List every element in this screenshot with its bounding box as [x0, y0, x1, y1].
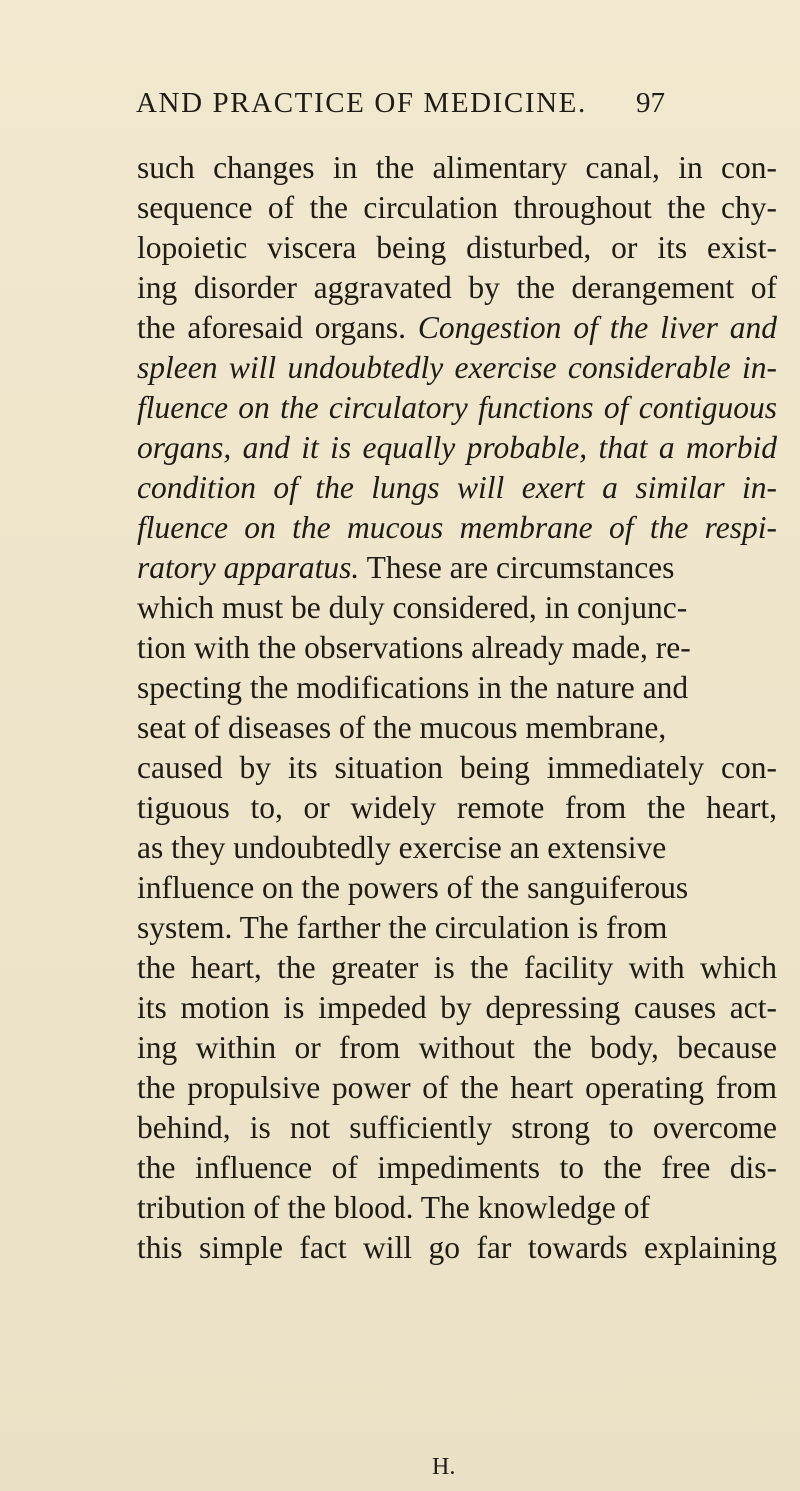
text-line	[137, 988, 777, 1028]
text-segment: this simple fact will go far towards explaining	[137, 1230, 777, 1265]
text-line	[137, 508, 777, 548]
text-line	[137, 828, 777, 868]
text-segment: These are circumstances	[359, 550, 675, 585]
text-segment: ing within or from without the body, because	[137, 1030, 777, 1065]
text-segment: tion with the observations already made, re-	[137, 630, 691, 665]
text-line	[137, 268, 777, 308]
text-line	[137, 468, 777, 508]
text-segment: the heart, the greater is the facility with which	[137, 950, 777, 985]
text-segment: seat of diseases of the mucous membrane,	[137, 710, 667, 745]
text-line	[137, 308, 777, 348]
text-line	[137, 708, 777, 748]
text-segment: which must be duly considered, in conjunc-	[137, 590, 688, 625]
text-line	[137, 1108, 777, 1148]
body-text	[137, 148, 777, 1268]
text-segment: tribution of the blood. The knowledge of	[137, 1190, 650, 1225]
italic-text-segment: Congestion of the liver and	[417, 310, 778, 345]
text-segment: the aforesaid organs.	[137, 310, 418, 345]
text-line	[137, 908, 777, 948]
text-line	[137, 388, 777, 428]
text-segment: tiguous to, or widely remote from the heart,	[137, 790, 777, 825]
text-line	[137, 348, 777, 388]
text-segment: influence on the powers of the sanguiferous	[137, 870, 689, 905]
italic-text-segment: fluence on the circulatory functions of contiguous	[137, 390, 777, 425]
text-segment: system. The farther the circulation is from	[137, 910, 668, 945]
text-line	[137, 1148, 777, 1188]
page-number: 97	[636, 87, 665, 119]
text-line	[137, 428, 777, 468]
italic-text-segment: condition of the lungs will exert a similar in-	[137, 470, 778, 505]
text-line	[137, 1228, 777, 1268]
italic-text-segment: ratory apparatus.	[137, 550, 360, 585]
text-line	[137, 548, 777, 588]
text-segment: its motion is impeded by depressing causes act-	[137, 990, 777, 1025]
text-line	[137, 748, 777, 788]
text-segment: ing disorder aggravated by the derangement of	[137, 270, 777, 305]
text-line	[137, 668, 777, 708]
text-segment: specting the modifications in the nature and	[137, 670, 689, 705]
text-line	[137, 1068, 777, 1108]
text-segment: caused by its situation being immediately con-	[137, 750, 777, 785]
running-title: AND PRACTICE OF MEDICINE.	[136, 87, 587, 119]
text-line	[137, 148, 777, 188]
text-line	[137, 788, 777, 828]
text-segment: such changes in the alimentary canal, in con-	[137, 150, 778, 185]
text-segment: behind, is not sufficiently strong to overcome	[137, 1110, 778, 1145]
text-segment: lopoietic viscera being disturbed, or its exist-	[137, 230, 777, 265]
text-segment: as they undoubtedly exercise an extensive	[137, 830, 667, 865]
text-line	[137, 228, 777, 268]
text-line	[137, 1188, 777, 1228]
text-line	[137, 948, 777, 988]
text-line	[137, 1028, 777, 1068]
running-head	[0, 86, 800, 126]
text-segment: sequence of the circulation throughout the chy-	[137, 190, 777, 225]
italic-text-segment: spleen will undoubtedly exercise considerable in-	[137, 350, 777, 385]
italic-text-segment: organs, and it is equally probable, that a morbid	[137, 430, 777, 465]
text-line	[137, 188, 777, 228]
italic-text-segment: fluence on the mucous membrane of the respi-	[137, 510, 777, 545]
text-segment: the influence of impediments to the free dis-	[137, 1150, 778, 1185]
text-segment: the propulsive power of the heart operating from	[137, 1070, 777, 1105]
text-line	[137, 628, 777, 668]
signature-mark: H.	[432, 1454, 456, 1480]
text-line	[137, 868, 777, 908]
text-line	[137, 588, 777, 628]
